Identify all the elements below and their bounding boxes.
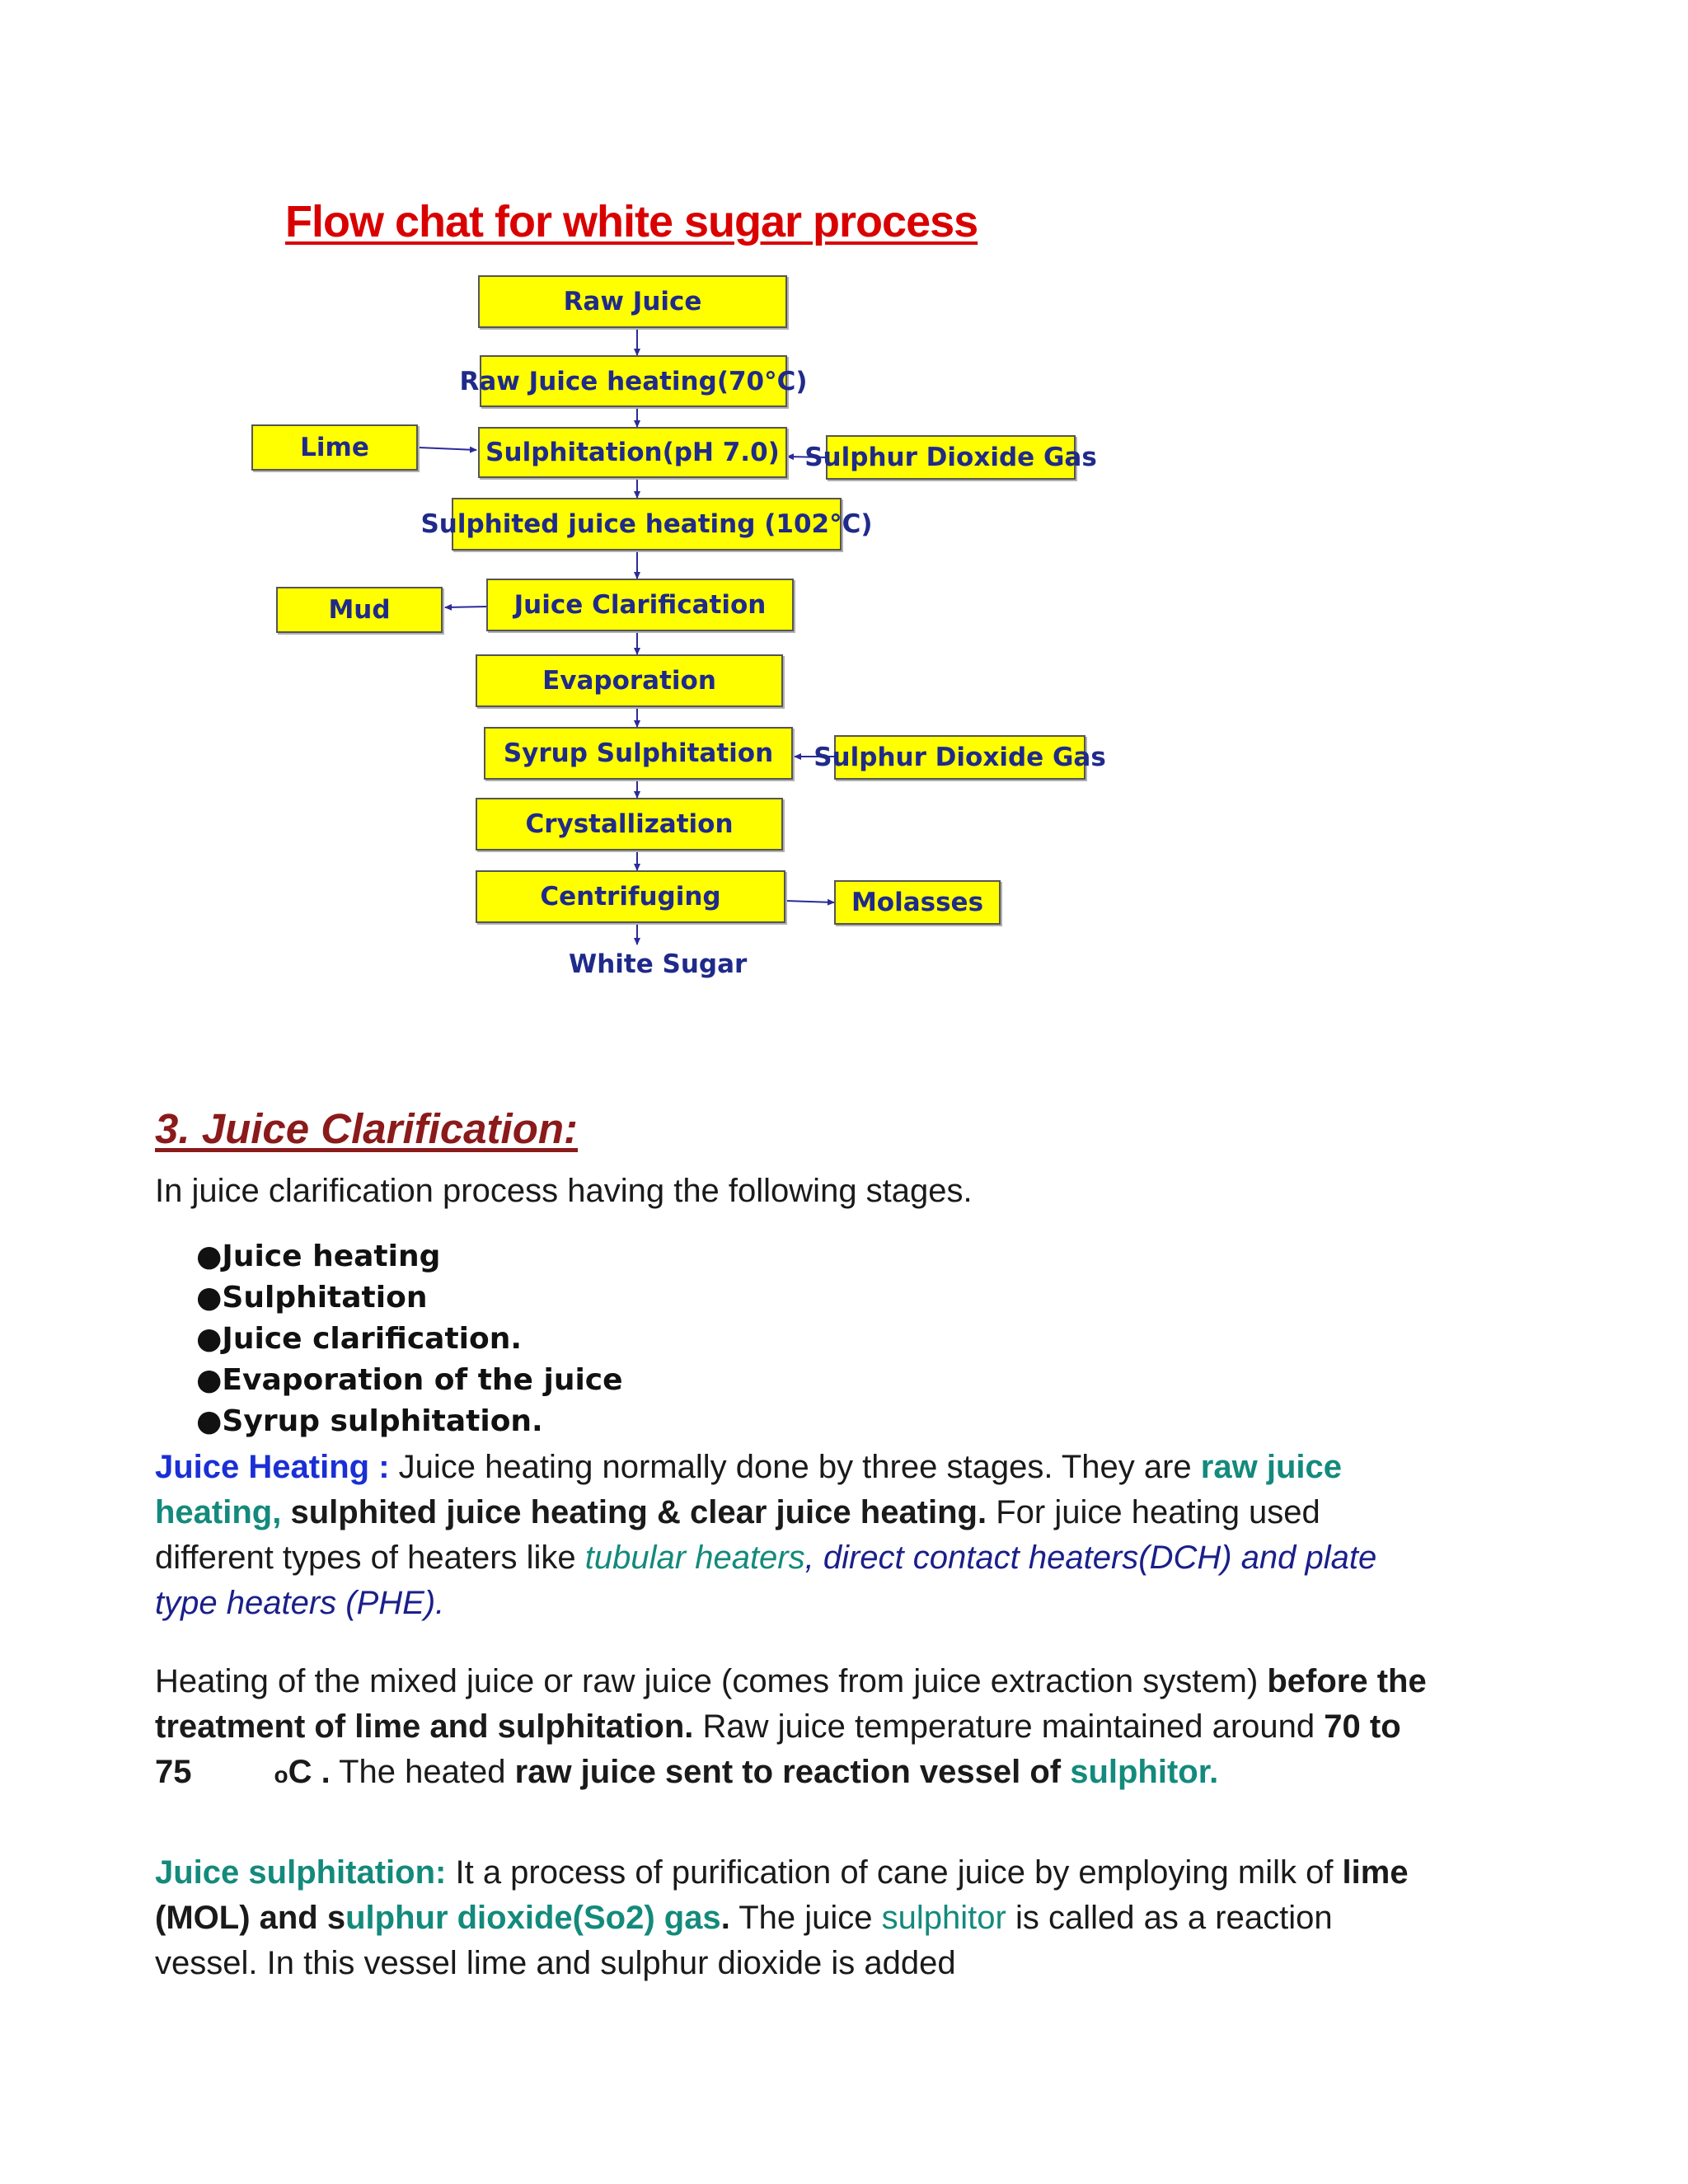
stage-list — [196, 1236, 623, 1442]
flow-step-evaporation: Evaporation — [476, 654, 783, 707]
bullet-icon: ● — [196, 1363, 223, 1397]
section-intro: In juice clarification process having the following stages. — [155, 1173, 973, 1209]
flow-input-sulphur-dioxide-2: Sulphur Dioxide Gas — [834, 735, 1085, 780]
flow-input-lime: Lime — [251, 424, 418, 471]
paragraph-juice-sulphitation: Juice sulphitation: It a process of purification of cane juice by employing milk of lime (MOL) and sulphur dioxide(So2) gas. The juice sulphitor is called as a reaction vessel. In this vessel lime and sulphur dioxide is added — [155, 1854, 1409, 1981]
flow-step-raw-juice-heating: Raw Juice heating(70°C) — [480, 355, 787, 407]
flow-step-crystallization: Crystallization — [476, 798, 783, 851]
flow-step-raw-juice: Raw Juice — [478, 275, 787, 328]
flow-step-syrup-sulphitation: Syrup Sulphitation — [484, 727, 793, 780]
arrow-molasses-out — [785, 901, 834, 902]
bullet-icon: ● — [196, 1322, 223, 1356]
list-item: ●Evaporation of the juice — [196, 1363, 623, 1397]
list-item: ●Sulphitation — [196, 1281, 428, 1315]
juice-sulphitation-label: Juice sulphitation: — [155, 1854, 447, 1891]
bullet-icon: ● — [196, 1240, 223, 1273]
paragraph-juice-heating: Juice Heating : Juice heating normally done by three stages. They are raw juice heating, sulphited juice heating & clear juice heating. For juice heating used different types of heaters like tubular heaters, direct contact heaters(DCH) and plate type heaters (PHE). — [155, 1449, 1377, 1621]
flow-output-molasses: Molasses — [834, 880, 1001, 925]
flow-step-sulphited-juice-heating: Sulphited juice heating (102°C) — [452, 498, 842, 551]
list-item: ●Juice heating — [196, 1240, 441, 1273]
list-item: ●Syrup sulphitation. — [196, 1404, 543, 1438]
list-item: ●Juice clarification. — [196, 1322, 523, 1356]
flow-step-sulphitation: Sulphitation(pH 7.0) — [478, 427, 787, 478]
section-heading: 3. Juice Clarification: — [155, 1105, 578, 1152]
arrow-lime-in — [418, 448, 476, 450]
bullet-icon: ● — [196, 1281, 223, 1315]
flow-output-mud: Mud — [276, 587, 443, 633]
flow-step-centrifuging: Centrifuging — [476, 870, 785, 923]
flow-end-white-sugar: White Sugar — [569, 949, 748, 979]
paragraph-raw-juice-heating: Heating of the mixed juice or raw juice (comes from juice extraction system) before the treatment of lime and sulphitation. Raw juice temperature maintained around 70 to 75 oC . The heated raw juice sent to reaction vessel of sulphitor. — [155, 1663, 1427, 1790]
flowchart-title: Flow chat for white sugar process — [285, 197, 978, 246]
flow-input-sulphur-dioxide-1: Sulphur Dioxide Gas — [826, 435, 1076, 480]
degree-symbol: o — [274, 1762, 288, 1788]
flow-step-juice-clarification: Juice Clarification — [486, 579, 794, 631]
bullet-icon: ● — [196, 1404, 223, 1438]
juice-heating-label: Juice Heating : — [155, 1449, 399, 1485]
